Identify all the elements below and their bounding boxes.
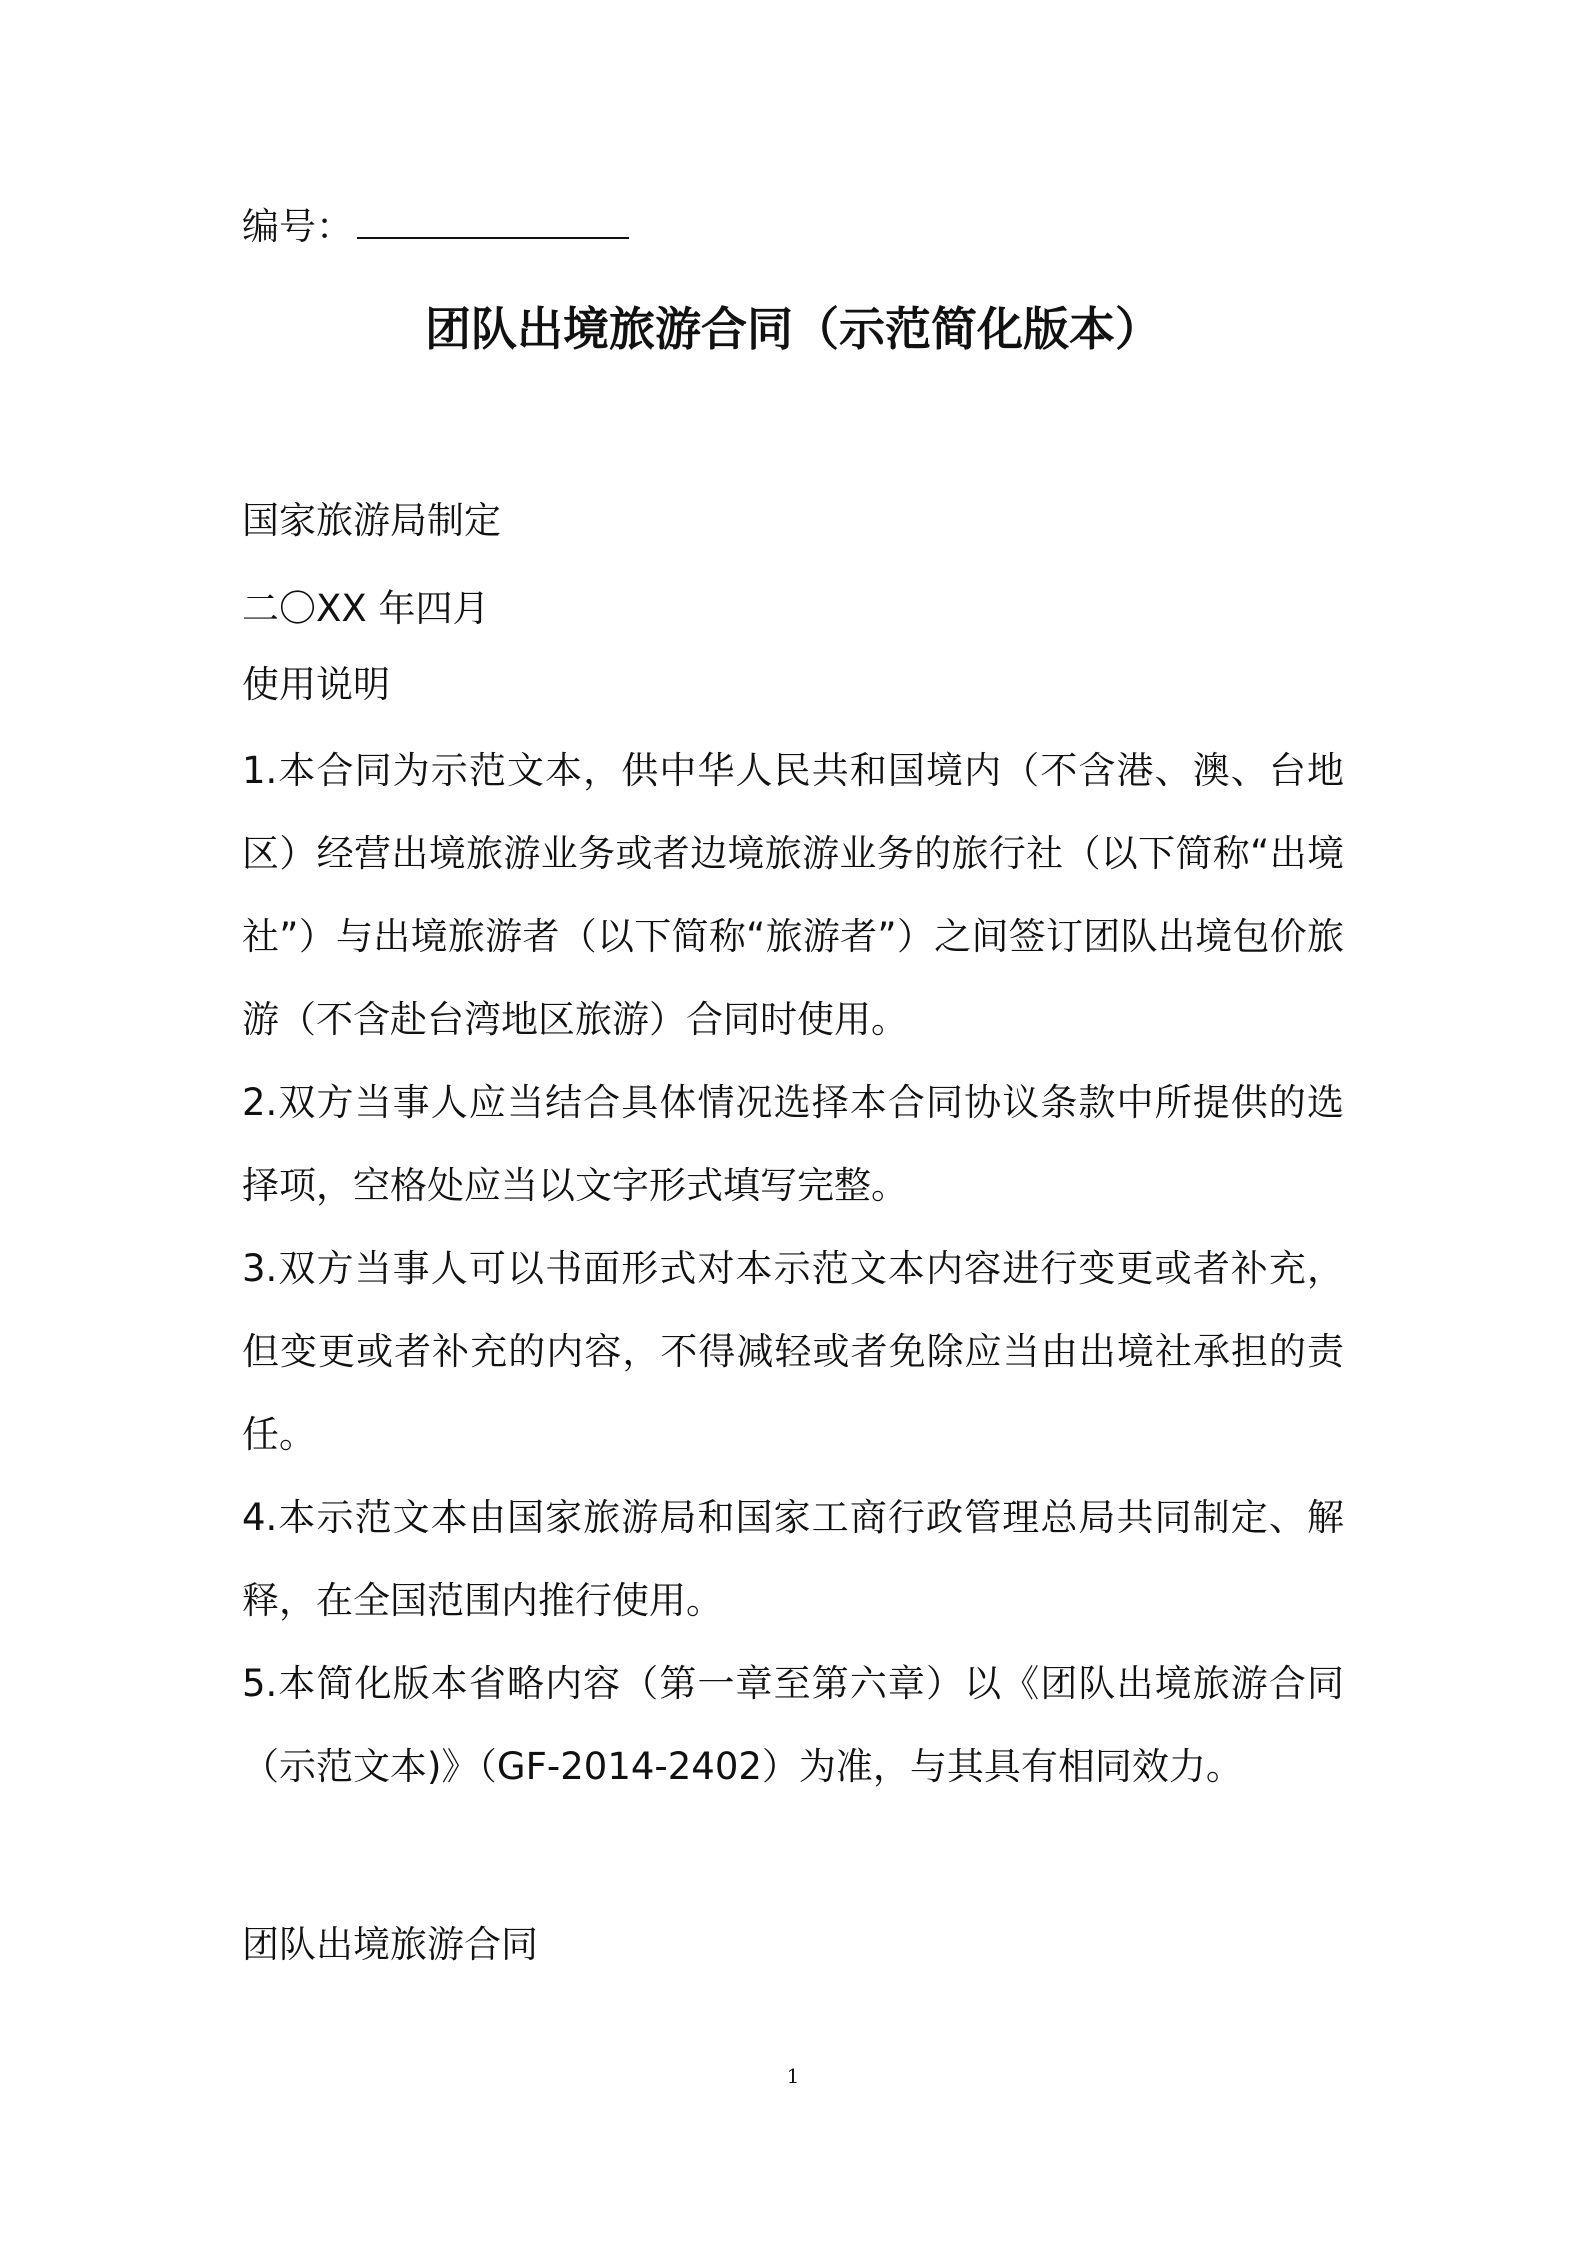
instruction-item-3: 3.双方当事人可以书面形式对本示范文本内容进行变更或者补充，但变更或者补充的内容，不得减轻或者免除应当由出境社承担的责任。 bbox=[242, 1247, 1344, 1456]
page-number: 1 bbox=[786, 2064, 800, 2088]
serial-number-blank bbox=[357, 207, 629, 239]
serial-number-label: 编号： bbox=[242, 205, 353, 248]
contract-heading: 团队出境旅游合同 bbox=[242, 1923, 538, 1966]
document-title: 团队出境旅游合同（示范简化版本） bbox=[425, 302, 1161, 356]
instruction-item-1: 1.本合同为示范文本，供中华人民共和国境内（不含港、澳、台地区）经营出境旅游业务或者边境旅游业务的旅行社（以下简称“出境社”）与出境旅游者（以下简称“旅游者”）之间签订团队出境包价旅游（不含赴台湾地区旅游）合同时使用。 bbox=[242, 749, 1344, 1041]
instruction-item-2: 2.双方当事人应当结合具体情况选择本合同协议条款中所提供的选择项，空格处应当以文字形式填写完整。 bbox=[242, 1081, 1344, 1207]
serial-number-line bbox=[242, 205, 629, 248]
issue-date: 二〇XX 年四月 bbox=[242, 587, 490, 630]
issuer: 国家旅游局制定 bbox=[242, 499, 501, 542]
instruction-item-5: 5.本简化版本省略内容（第一章至第六章）以《团队出境旅游合同（示范文本)》（GF-2014-2402）为准，与其具有相同效力。 bbox=[242, 1662, 1344, 1788]
instruction-item-4: 4.本示范文本由国家旅游局和国家工商行政管理总局共同制定、解释，在全国范围内推行使用。 bbox=[242, 1496, 1344, 1622]
instructions-heading: 使用说明 bbox=[242, 663, 390, 706]
